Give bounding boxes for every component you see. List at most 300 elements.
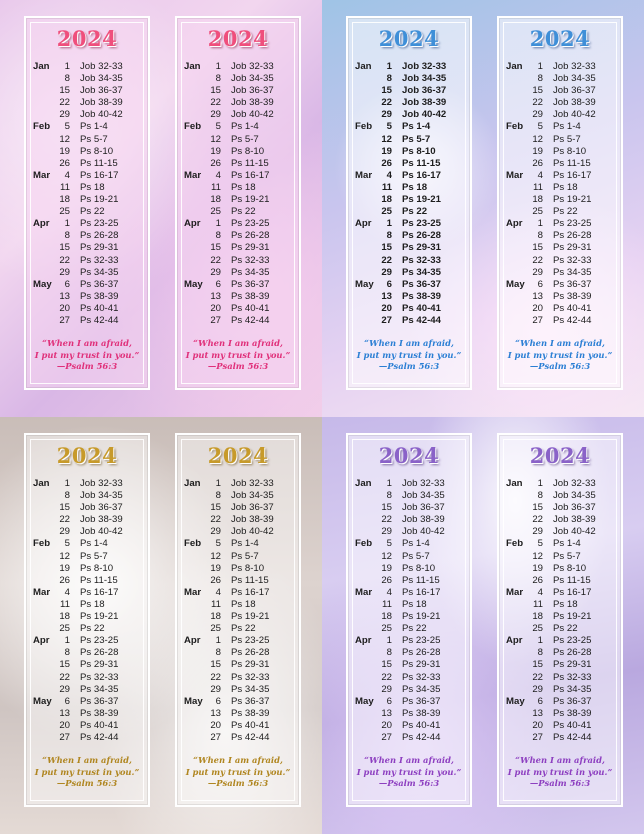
schedule-reading: Ps 5-7 [402, 550, 430, 562]
verse-line-2: I put my trust in you.” [34, 349, 140, 360]
schedule-day: 29 [210, 109, 221, 121]
schedule-reading: Ps 1-4 [231, 538, 259, 550]
schedule-row [348, 73, 470, 85]
schedule-month: Apr [184, 218, 201, 230]
schedule-reading: Ps 29-31 [231, 242, 270, 254]
schedule-day: 19 [210, 562, 221, 574]
schedule-day: 22 [381, 254, 392, 266]
schedule-day: 13 [532, 290, 543, 302]
schedule-day: 12 [532, 133, 543, 145]
schedule-row [348, 647, 470, 659]
schedule-month: May [33, 278, 52, 290]
schedule-row [177, 218, 299, 230]
schedule-reading: Ps 16-17 [553, 169, 592, 181]
verse-line-1: “When I am afraid, [515, 755, 605, 765]
verse-line-1: “When I am afraid, [42, 755, 132, 765]
schedule-reading: Ps 23-25 [402, 635, 441, 647]
schedule-day: 11 [60, 181, 70, 193]
schedule-reading: Ps 36-37 [553, 278, 592, 290]
schedule-row [26, 563, 148, 575]
schedule-day: 8 [386, 490, 392, 502]
schedule-month: Mar [506, 169, 524, 181]
schedule-row [26, 514, 148, 526]
schedule-reading: Job 38-39 [553, 97, 596, 109]
schedule-row [499, 551, 621, 563]
schedule-day: 6 [64, 695, 70, 707]
schedule-reading: Ps 19-21 [80, 611, 119, 623]
schedule-month: May [506, 278, 525, 290]
schedule-reading: Ps 18 [402, 598, 427, 610]
schedule-row [26, 502, 148, 514]
schedule-reading: Ps 23-25 [231, 218, 270, 230]
schedule-reading: Ps 1-4 [553, 121, 581, 133]
schedule-reading: Ps 5-7 [553, 550, 581, 562]
schedule-reading: Job 32-33 [553, 478, 596, 489]
schedule-month: May [184, 695, 203, 707]
schedule-reading: Ps 23-25 [231, 635, 270, 647]
verse-line-2: I put my trust in you.” [507, 349, 613, 360]
schedule-row [499, 182, 621, 194]
schedule-reading: Job 36-37 [231, 85, 274, 97]
schedule-reading: Ps 34-35 [231, 266, 270, 278]
schedule-reading: Ps 22 [553, 206, 578, 218]
schedule-day: 29 [532, 109, 543, 121]
schedule-day: 22 [59, 514, 70, 526]
schedule-row [348, 490, 470, 502]
verse-line-1: “When I am afraid, [193, 755, 283, 765]
schedule-day: 29 [59, 266, 70, 278]
schedule-row [348, 134, 470, 146]
schedule-reading: Job 32-33 [402, 61, 447, 72]
schedule-row [177, 696, 299, 708]
schedule-day: 1 [386, 61, 392, 72]
schedule-row [348, 575, 470, 587]
schedule-row [499, 279, 621, 291]
schedule-row [26, 255, 148, 267]
schedule-reading: Ps 11-15 [553, 574, 591, 586]
bookmark-sheet-purple [322, 417, 644, 834]
schedule-day: 22 [532, 97, 543, 109]
schedule-row [177, 659, 299, 671]
schedule-row [26, 194, 148, 206]
schedule-row [26, 684, 148, 696]
schedule-reading: Job 34-35 [402, 490, 445, 502]
schedule-row [177, 732, 299, 744]
schedule-reading: Ps 32-33 [402, 671, 441, 683]
bookmark-card [24, 16, 150, 390]
schedule-reading: Job 32-33 [80, 478, 123, 489]
schedule-day: 8 [64, 490, 70, 502]
schedule-day: 18 [210, 194, 221, 206]
schedule-reading: Ps 22 [231, 623, 256, 635]
schedule-day: 8 [64, 647, 70, 659]
schedule-row [177, 279, 299, 291]
schedule-day: 22 [59, 97, 70, 109]
schedule-row [499, 635, 621, 647]
schedule-row [177, 514, 299, 526]
schedule-day: 15 [381, 242, 392, 254]
schedule-reading: Ps 19-21 [402, 194, 441, 206]
schedule-day: 20 [59, 302, 70, 314]
bookmark-card [346, 16, 472, 390]
schedule-day: 27 [381, 314, 392, 326]
schedule-reading: Ps 23-25 [80, 218, 119, 230]
verse-line-2: I put my trust in you.” [356, 349, 462, 360]
schedule-reading: Ps 40-41 [553, 719, 592, 731]
schedule-row [26, 635, 148, 647]
schedule-row [26, 61, 148, 73]
schedule-row [177, 267, 299, 279]
schedule-row [348, 672, 470, 684]
schedule-day: 8 [215, 230, 221, 242]
schedule-day: 18 [59, 611, 70, 623]
schedule-day: 19 [381, 145, 392, 157]
schedule-reading: Ps 22 [80, 206, 105, 218]
schedule-day: 26 [59, 574, 70, 586]
schedule-reading: Ps 26-28 [80, 230, 119, 242]
schedule-day: 27 [210, 731, 221, 743]
schedule-reading: Job 40-42 [553, 109, 596, 121]
reading-schedule [348, 478, 470, 744]
schedule-row [177, 720, 299, 732]
schedule-reading: Ps 18 [80, 598, 105, 610]
schedule-row [348, 684, 470, 696]
schedule-reading: Ps 42-44 [80, 314, 119, 326]
schedule-day: 22 [532, 514, 543, 526]
schedule-row [499, 230, 621, 242]
schedule-day: 13 [381, 290, 392, 302]
schedule-row [26, 170, 148, 182]
schedule-row [177, 708, 299, 720]
schedule-day: 1 [64, 478, 70, 489]
schedule-reading: Ps 8-10 [80, 145, 114, 157]
schedule-row [26, 611, 148, 623]
schedule-day: 29 [381, 526, 392, 538]
bookmark-card [24, 433, 150, 807]
schedule-day: 26 [59, 157, 70, 169]
schedule-reading: Ps 11-15 [402, 157, 441, 169]
schedule-day: 13 [532, 707, 543, 719]
schedule-row [177, 109, 299, 121]
schedule-reading: Ps 18 [231, 181, 256, 193]
schedule-row [177, 526, 299, 538]
schedule-row [177, 684, 299, 696]
schedule-row [26, 315, 148, 327]
schedule-reading: Job 40-42 [402, 526, 445, 538]
schedule-row [348, 255, 470, 267]
schedule-row [177, 647, 299, 659]
schedule-reading: Job 38-39 [231, 514, 274, 526]
schedule-row [26, 134, 148, 146]
schedule-day: 29 [210, 266, 221, 278]
schedule-day: 22 [532, 254, 543, 266]
schedule-day: 1 [64, 218, 70, 230]
schedule-row [177, 551, 299, 563]
schedule-row [499, 267, 621, 279]
schedule-reading: Ps 26-28 [553, 647, 592, 659]
schedule-reading: Ps 8-10 [553, 145, 587, 157]
schedule-reading: Ps 5-7 [402, 133, 431, 145]
schedule-day: 26 [381, 574, 392, 586]
schedule-month: Jan [355, 478, 372, 489]
schedule-row [26, 182, 148, 194]
schedule-reading: Ps 18 [231, 598, 256, 610]
schedule-reading: Ps 11-15 [553, 157, 591, 169]
schedule-reading: Job 32-33 [231, 478, 274, 489]
schedule-reading: Ps 16-17 [402, 586, 441, 598]
schedule-reading: Job 40-42 [80, 109, 123, 121]
verse-line-2: I put my trust in you.” [185, 766, 291, 777]
schedule-row [26, 206, 148, 218]
schedule-reading: Ps 36-37 [231, 695, 270, 707]
schedule-day: 12 [381, 550, 392, 562]
schedule-row [348, 551, 470, 563]
schedule-row [499, 659, 621, 671]
schedule-reading: Ps 34-35 [553, 683, 592, 695]
schedule-row [177, 194, 299, 206]
schedule-row [348, 514, 470, 526]
schedule-row [348, 158, 470, 170]
schedule-reading: Job 32-33 [402, 478, 445, 489]
schedule-reading: Ps 34-35 [402, 683, 441, 695]
schedule-day: 15 [59, 242, 70, 254]
schedule-row [177, 73, 299, 85]
schedule-day: 19 [381, 562, 392, 574]
schedule-reading: Ps 1-4 [402, 538, 430, 550]
schedule-reading: Ps 40-41 [402, 719, 441, 731]
schedule-reading: Ps 42-44 [231, 314, 270, 326]
schedule-month: Jan [33, 61, 50, 72]
schedule-row [177, 672, 299, 684]
schedule-day: 6 [215, 695, 221, 707]
schedule-row [348, 708, 470, 720]
schedule-reading: Ps 38-39 [80, 707, 119, 719]
schedule-row [499, 599, 621, 611]
schedule-reading: Ps 26-28 [553, 230, 592, 242]
schedule-day: 15 [381, 85, 392, 97]
schedule-row [177, 315, 299, 327]
schedule-reading: Ps 42-44 [231, 731, 270, 743]
schedule-day: 25 [532, 623, 543, 635]
schedule-row [348, 85, 470, 97]
schedule-day: 27 [381, 731, 392, 743]
schedule-day: 12 [59, 133, 70, 145]
schedule-day: 15 [210, 659, 221, 671]
schedule-row [348, 206, 470, 218]
verse-line-1: “When I am afraid, [364, 755, 454, 765]
schedule-day: 25 [210, 623, 221, 635]
schedule-reading: Ps 11-15 [402, 574, 440, 586]
schedule-row [499, 315, 621, 327]
schedule-reading: Ps 34-35 [553, 266, 592, 278]
schedule-row [499, 85, 621, 97]
schedule-day: 12 [532, 550, 543, 562]
schedule-reading: Ps 36-37 [80, 695, 119, 707]
verse-line-1: “When I am afraid, [42, 338, 132, 348]
schedule-reading: Ps 1-4 [231, 121, 259, 133]
schedule-day: 22 [59, 254, 70, 266]
schedule-reading: Ps 22 [402, 206, 428, 218]
schedule-day: 26 [532, 157, 543, 169]
schedule-day: 29 [59, 683, 70, 695]
schedule-reading: Ps 40-41 [231, 302, 270, 314]
schedule-reading: Job 38-39 [553, 514, 596, 526]
schedule-row [177, 563, 299, 575]
schedule-reading: Ps 40-41 [80, 302, 119, 314]
year-title: 2024 [529, 26, 591, 51]
schedule-row [499, 291, 621, 303]
schedule-row [499, 478, 621, 490]
reading-schedule [26, 478, 148, 744]
schedule-reading: Ps 38-39 [231, 290, 270, 302]
schedule-reading: Ps 18 [553, 598, 578, 610]
schedule-row [177, 255, 299, 267]
schedule-row [348, 696, 470, 708]
schedule-day: 6 [215, 278, 221, 290]
bookmark-sheet-cream [0, 417, 322, 834]
schedule-month: Feb [355, 538, 373, 550]
schedule-reading: Ps 29-31 [231, 659, 270, 671]
schedule-reading: Ps 16-17 [231, 169, 270, 181]
schedule-reading: Ps 1-4 [553, 538, 581, 550]
schedule-day: 4 [537, 169, 543, 181]
schedule-row [499, 611, 621, 623]
schedule-row [499, 502, 621, 514]
bookmark-sheet-pink [0, 0, 322, 417]
schedule-row [499, 623, 621, 635]
schedule-row [177, 303, 299, 315]
schedule-day: 20 [532, 302, 543, 314]
schedule-day: 8 [537, 647, 543, 659]
schedule-day: 19 [210, 145, 221, 157]
schedule-row [26, 672, 148, 684]
schedule-day: 5 [386, 538, 392, 550]
schedule-month: Feb [184, 121, 202, 133]
schedule-reading: Job 32-33 [231, 61, 274, 72]
schedule-reading: Ps 38-39 [402, 707, 441, 719]
schedule-day: 15 [59, 85, 70, 97]
verse-citation: —Psalm 56:3 [207, 778, 269, 788]
schedule-row [348, 587, 470, 599]
schedule-row [499, 708, 621, 720]
schedule-day: 15 [59, 502, 70, 514]
schedule-day: 6 [386, 278, 392, 290]
schedule-reading: Job 40-42 [231, 109, 274, 121]
verse-citation: —Psalm 56:3 [378, 361, 440, 371]
year-title: 2024 [56, 26, 118, 51]
schedule-reading: Ps 5-7 [231, 550, 259, 562]
schedule-day: 26 [532, 574, 543, 586]
schedule-day: 29 [532, 266, 543, 278]
schedule-reading: Ps 36-37 [402, 278, 441, 290]
schedule-day: 5 [537, 121, 543, 133]
schedule-row [26, 85, 148, 97]
schedule-reading: Ps 38-39 [553, 290, 592, 302]
schedule-row [348, 563, 470, 575]
schedule-day: 6 [64, 278, 70, 290]
schedule-day: 8 [386, 230, 392, 242]
schedule-row [348, 230, 470, 242]
schedule-month: May [33, 695, 52, 707]
schedule-row [26, 732, 148, 744]
schedule-day: 25 [532, 206, 543, 218]
schedule-day: 15 [381, 659, 392, 671]
schedule-reading: Ps 11-15 [80, 574, 118, 586]
schedule-month: Feb [506, 121, 524, 133]
schedule-reading: Job 36-37 [80, 85, 123, 97]
schedule-row [26, 696, 148, 708]
schedule-month: Mar [33, 586, 51, 598]
schedule-day: 6 [537, 278, 543, 290]
schedule-reading: Ps 38-39 [553, 707, 592, 719]
schedule-day: 6 [386, 695, 392, 707]
schedule-day: 19 [532, 562, 543, 574]
schedule-day: 5 [64, 121, 70, 133]
schedule-reading: Ps 29-31 [80, 242, 119, 254]
schedule-day: 22 [381, 97, 392, 109]
schedule-row [26, 575, 148, 587]
schedule-reading: Ps 40-41 [553, 302, 592, 314]
schedule-row [499, 563, 621, 575]
schedule-day: 4 [386, 586, 392, 598]
schedule-day: 22 [210, 97, 221, 109]
schedule-row [348, 611, 470, 623]
schedule-reading: Ps 42-44 [553, 314, 592, 326]
schedule-row [348, 267, 470, 279]
schedule-reading: Ps 19-21 [80, 194, 119, 206]
schedule-row [26, 97, 148, 109]
verse-line-1: “When I am afraid, [364, 338, 454, 348]
year-title: 2024 [529, 443, 591, 468]
schedule-day: 1 [537, 635, 543, 647]
schedule-reading: Ps 8-10 [231, 562, 265, 574]
schedule-row [348, 303, 470, 315]
schedule-day: 4 [64, 586, 70, 598]
schedule-row [499, 194, 621, 206]
schedule-month: Mar [506, 586, 524, 598]
schedule-reading: Ps 22 [553, 623, 578, 635]
verse-line-2: I put my trust in you.” [34, 766, 140, 777]
schedule-reading: Job 38-39 [231, 97, 274, 109]
schedule-day: 12 [210, 133, 221, 145]
schedule-day: 4 [386, 169, 392, 181]
schedule-row [177, 587, 299, 599]
schedule-day: 27 [532, 314, 543, 326]
schedule-day: 27 [59, 314, 70, 326]
verse-quote [499, 755, 621, 790]
schedule-row [177, 61, 299, 73]
schedule-reading: Ps 26-28 [402, 230, 441, 242]
schedule-row [348, 109, 470, 121]
schedule-day: 25 [210, 206, 221, 218]
schedule-row [499, 158, 621, 170]
schedule-reading: Ps 29-31 [402, 659, 441, 671]
schedule-row [499, 514, 621, 526]
schedule-month: Mar [184, 586, 202, 598]
schedule-day: 26 [210, 574, 221, 586]
schedule-row [499, 696, 621, 708]
schedule-month: Feb [184, 538, 202, 550]
schedule-row [177, 635, 299, 647]
schedule-day: 8 [537, 490, 543, 502]
schedule-row [26, 109, 148, 121]
schedule-reading: Job 36-37 [80, 502, 123, 514]
schedule-day: 1 [386, 218, 392, 230]
schedule-day: 5 [537, 538, 543, 550]
schedule-row [26, 490, 148, 502]
schedule-day: 11 [211, 598, 221, 610]
schedule-row [499, 720, 621, 732]
